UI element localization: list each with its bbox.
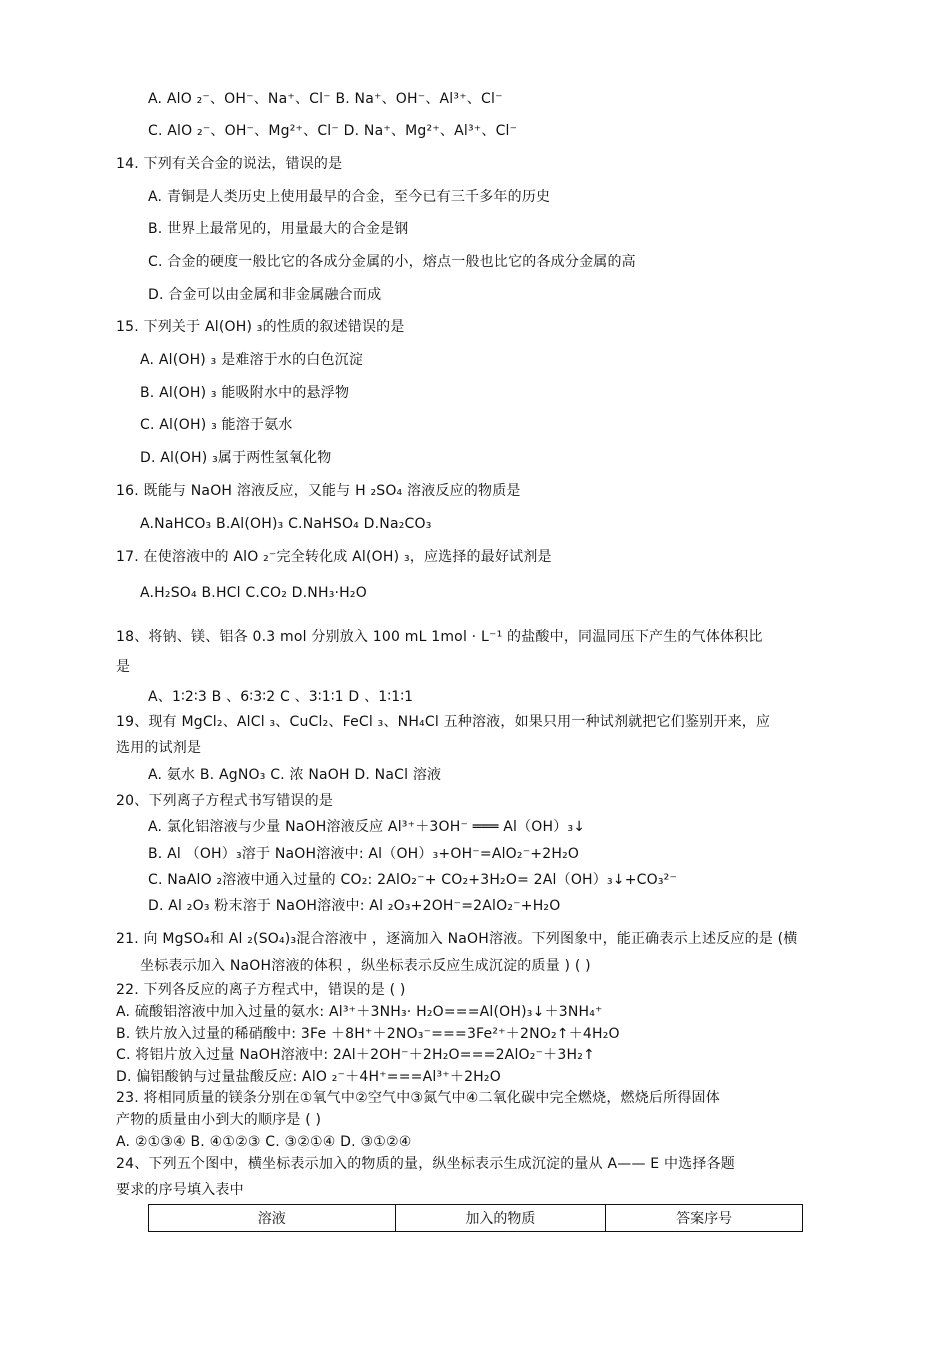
q18-options: A、1∶2∶3 B 、6∶3∶2 C 、3∶1∶1 D 、1∶1∶1 — [148, 689, 414, 705]
question-22: 22. 下列各反应的离子方程式中，错误的是 ( ) — [116, 982, 406, 998]
q13-options-ab: A. AlO ₂⁻、OH⁻、Na⁺、Cl⁻ B. Na⁺、OH⁻、Al³⁺、Cl⁻ — [148, 91, 503, 107]
question-20: 20、下列离子方程式书写错误的是 — [116, 793, 334, 809]
q14-option-a: A. 青铜是人类历史上使用最早的合金，至今已有三千多年的历史 — [148, 189, 551, 205]
q16-options: A.NaHCO₃ B.Al(OH)₃ C.NaHSO₄ D.Na₂CO₃ — [140, 516, 432, 532]
question-16: 16. 既能与 NaOH 溶液反应，又能与 H ₂SO₄ 溶液反应的物质是 — [116, 483, 521, 499]
question-18-cont: 是 — [116, 659, 131, 675]
q19-options: A. 氨水 B. AgNO₃ C. 浓 NaOH D. NaCl 溶液 — [148, 767, 442, 783]
q15-option-a: A. Al(OH) ₃ 是难溶于水的白色沉淀 — [140, 352, 364, 368]
q22-option-b: B. 铁片放入过量的稀硝酸中: 3Fe ＋8H⁺＋2NO₃⁻===3Fe²⁺＋2NO₂↑＋4H₂O — [116, 1026, 620, 1042]
question-24: 24、下列五个图中，横坐标表示加入的物质的量，纵坐标表示生成沉淀的量从 A—— E 中选择各题 — [116, 1156, 735, 1172]
question-15: 15. 下列关于 Al(OH) ₃的性质的叙述错误的是 — [116, 319, 405, 335]
question-23-cont: 产物的质量由小到大的顺序是 ( ) — [116, 1112, 322, 1128]
answer-table — [148, 1204, 803, 1232]
q22-option-a: A. 硫酸铝溶液中加入过量的氨水: Al³⁺＋3NH₃· H₂O===Al(OH)₃↓＋3NH₄⁺ — [116, 1004, 603, 1020]
q23-options: A. ②①③④ B. ④①②③ C. ③②①④ D. ③①②④ — [116, 1134, 412, 1150]
q20-option-c: C. NaAlO ₂溶液中通入过量的 CO₂: 2AlO₂⁻+ CO₂+3H₂O= 2Al（OH）₃↓+CO₃²⁻ — [148, 872, 678, 888]
question-14: 14. 下列有关合金的说法，错误的是 — [116, 156, 343, 172]
q22-option-d: D. 偏铝酸钠与过量盐酸反应: AlO ₂⁻＋4H⁺===Al³⁺＋2H₂O — [116, 1069, 501, 1085]
question-19-cont: 选用的试剂是 — [116, 740, 202, 756]
q14-option-c: C. 合金的硬度一般比它的各成分金属的小，熔点一般也比它的各成分金属的高 — [148, 254, 636, 270]
question-18: 18、将钠、镁、铝各 0.3 mol 分别放入 100 mL 1mol · L⁻¹ 的盐酸中，同温同压下产生的气体体积比 — [116, 629, 763, 645]
q17-options: A.H₂SO₄ B.HCl C.CO₂ D.NH₃·H₂O — [140, 585, 367, 601]
q14-option-d: D. 合金可以由金属和非金属融合而成 — [148, 287, 382, 303]
table-header-answer: 答案序号 — [606, 1205, 803, 1232]
q15-option-d: D. Al(OH) ₃属于两性氢氧化物 — [140, 450, 332, 466]
q15-option-b: B. Al(OH) ₃ 能吸附水中的悬浮物 — [140, 385, 350, 401]
q15-option-c: C. Al(OH) ₃ 能溶于氨水 — [140, 417, 293, 433]
q20-option-a: A. 氯化铝溶液与少量 NaOH溶液反应 Al³⁺＋3OH⁻ ═══ Al（OH）₃↓ — [148, 819, 586, 835]
question-19: 19、现有 MgCl₂、AlCl ₃、CuCl₂、FeCl ₃、NH₄Cl 五种溶液，如果只用一种试剂就把它们鉴别开来，应 — [116, 714, 771, 730]
question-23: 23. 将相同质量的镁条分别在①氧气中②空气中③氮气中④二氧化碳中完全燃烧，燃烧后所得固体 — [116, 1090, 720, 1106]
question-21-cont: 坐标表示加入 NaOH溶液的体积 ，纵坐标表示反应生成沉淀的质量 ) ( ) — [140, 958, 591, 974]
q20-option-b: B. Al （OH）₃溶于 NaOH溶液中: Al（OH）₃+OH⁻=AlO₂⁻+2H₂O — [148, 846, 580, 862]
table-header-row — [149, 1205, 803, 1232]
q22-option-c: C. 将铝片放入过量 NaOH溶液中: 2Al＋2OH⁻＋2H₂O===2AlO₂⁻＋3H₂↑ — [116, 1047, 595, 1063]
q20-option-d: D. Al ₂O₃ 粉末溶于 NaOH溶液中: Al ₂O₃+2OH⁻=2AlO₂⁻+H₂O — [148, 898, 561, 914]
q13-options-cd: C. AlO ₂⁻、OH⁻、Mg²⁺、Cl⁻ D. Na⁺、Mg²⁺、Al³⁺、Cl⁻ — [148, 123, 518, 139]
question-21: 21. 向 MgSO₄和 Al ₂(SO₄)₃混合溶液中 ，逐滴加入 NaOH溶液。下列图象中，能正确表示上述反应的是 (横 — [116, 931, 798, 947]
table-header-solution: 溶液 — [149, 1205, 396, 1232]
question-17: 17. 在使溶液中的 AlO ₂⁻完全转化成 Al(OH) ₃，应选择的最好试剂是 — [116, 549, 552, 565]
question-24-cont: 要求的序号填入表中 — [116, 1182, 244, 1198]
table-header-added-substance: 加入的物质 — [395, 1205, 606, 1232]
q14-option-b: B. 世界上最常见的，用量最大的合金是钢 — [148, 221, 409, 237]
